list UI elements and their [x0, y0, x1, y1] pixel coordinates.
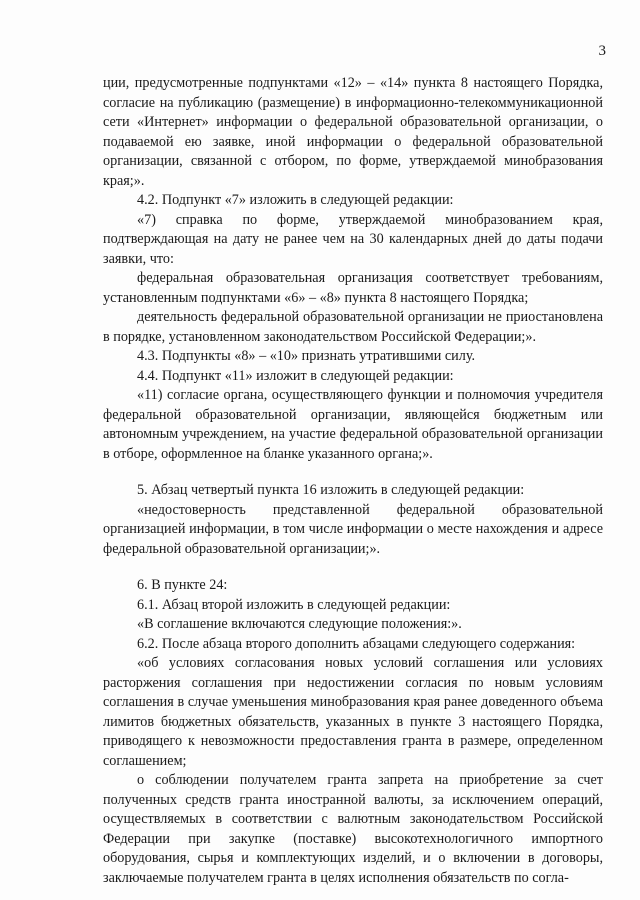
paragraph-6-2: 6.2. После абзаца второго дополнить абзацами следующего содержания: [137, 635, 576, 652]
paragraph-subitem-7: «7) справка по форме, утверждаемой минобразованием края, подтверждающая на дату не ранее чем на 30 календарных дней до даты подачи заявки, что: [103, 211, 603, 267]
paragraph-4-3: 4.3. Подпункты «8» – «10» признать утратившими силу. [137, 348, 476, 364]
paragraph-6: 6. В пункте 24: [137, 577, 228, 593]
page-number: 3 [598, 43, 606, 59]
paragraph-6-1-text: «В соглашение включаются следующие положения:». [137, 616, 462, 632]
paragraph-currency-ban: о соблюдении получателем гранта запрета на приобретение за счет полученных средств гранта иностранной валюты, за исключением операций, осуществляемых в соответствии с валютным законодательством Российской Федерации при закупке (поставке) высокотехнологичного импортного оборудования, сырья и комплектующих изделий, и о включении в договоры, заключаемые получателем гранта в целях исполнения обязательств по согла- [103, 772, 603, 886]
paragraph-agreement-conditions: «об условиях согласования новых условий соглашения или условиях расторжения соглашения при недостижении согласия по новым условиям соглашения в случае уменьшения минобразования края ранее доведенного объема лимитов бюджетных обязательств, указанных в пункте 3 настоящего Порядка, приводящего к невозможности предоставления гранта в размере, определенном соглашением; [103, 655, 603, 769]
paragraph-5-text: «недостоверность представленной федеральной образовательной организацией информации, в том числе информации о месте нахождения и адресе федеральной образовательной организации;». [103, 501, 603, 557]
paragraph-not-suspended: деятельность федеральной образовательной организации не приостановлена в порядке, установленном законодательством Российской Федерации;». [103, 309, 603, 345]
paragraph-subitem-11: «11) согласие органа, осуществляющего функции и полномочия учредителя федеральной образовательной организации, являющейся бюджетным или автономным учреждением, на участие федеральной образовательной организации в отборе, оформленное на бланке указанного органа;». [103, 387, 603, 462]
paragraph-4-2: 4.2. Подпункт «7» изложить в следующей редакции: [137, 192, 454, 208]
paragraph-compliance: федеральная образовательная организация соответствует требованиям, установленным подпунктами «6» – «8» пункта 8 настоящего Порядка; [103, 270, 603, 306]
paragraph-6-1: 6.1. Абзац второй изложить в следующей редакции: [137, 596, 451, 613]
paragraph-4-4: 4.4. Подпункт «11» изложит в следующей редакции: [137, 367, 454, 384]
paragraph-5: 5. Абзац четвертый пункта 16 изложить в следующей редакции: [137, 482, 525, 498]
document-body [103, 74, 603, 888]
paragraph-continued: ции, предусмотренные подпунктами «12» – «14» пункта 8 настоящего Порядка, согласие на публикацию (размещение) в информационно-телекоммуникационной сети «Интернет» информации о федеральной образовательной организации, о подаваемой ею заявке, иной информации о федеральной образовательной организации, связанной с отбором, по форме, утверждаемой минобразования края;». [103, 75, 603, 189]
